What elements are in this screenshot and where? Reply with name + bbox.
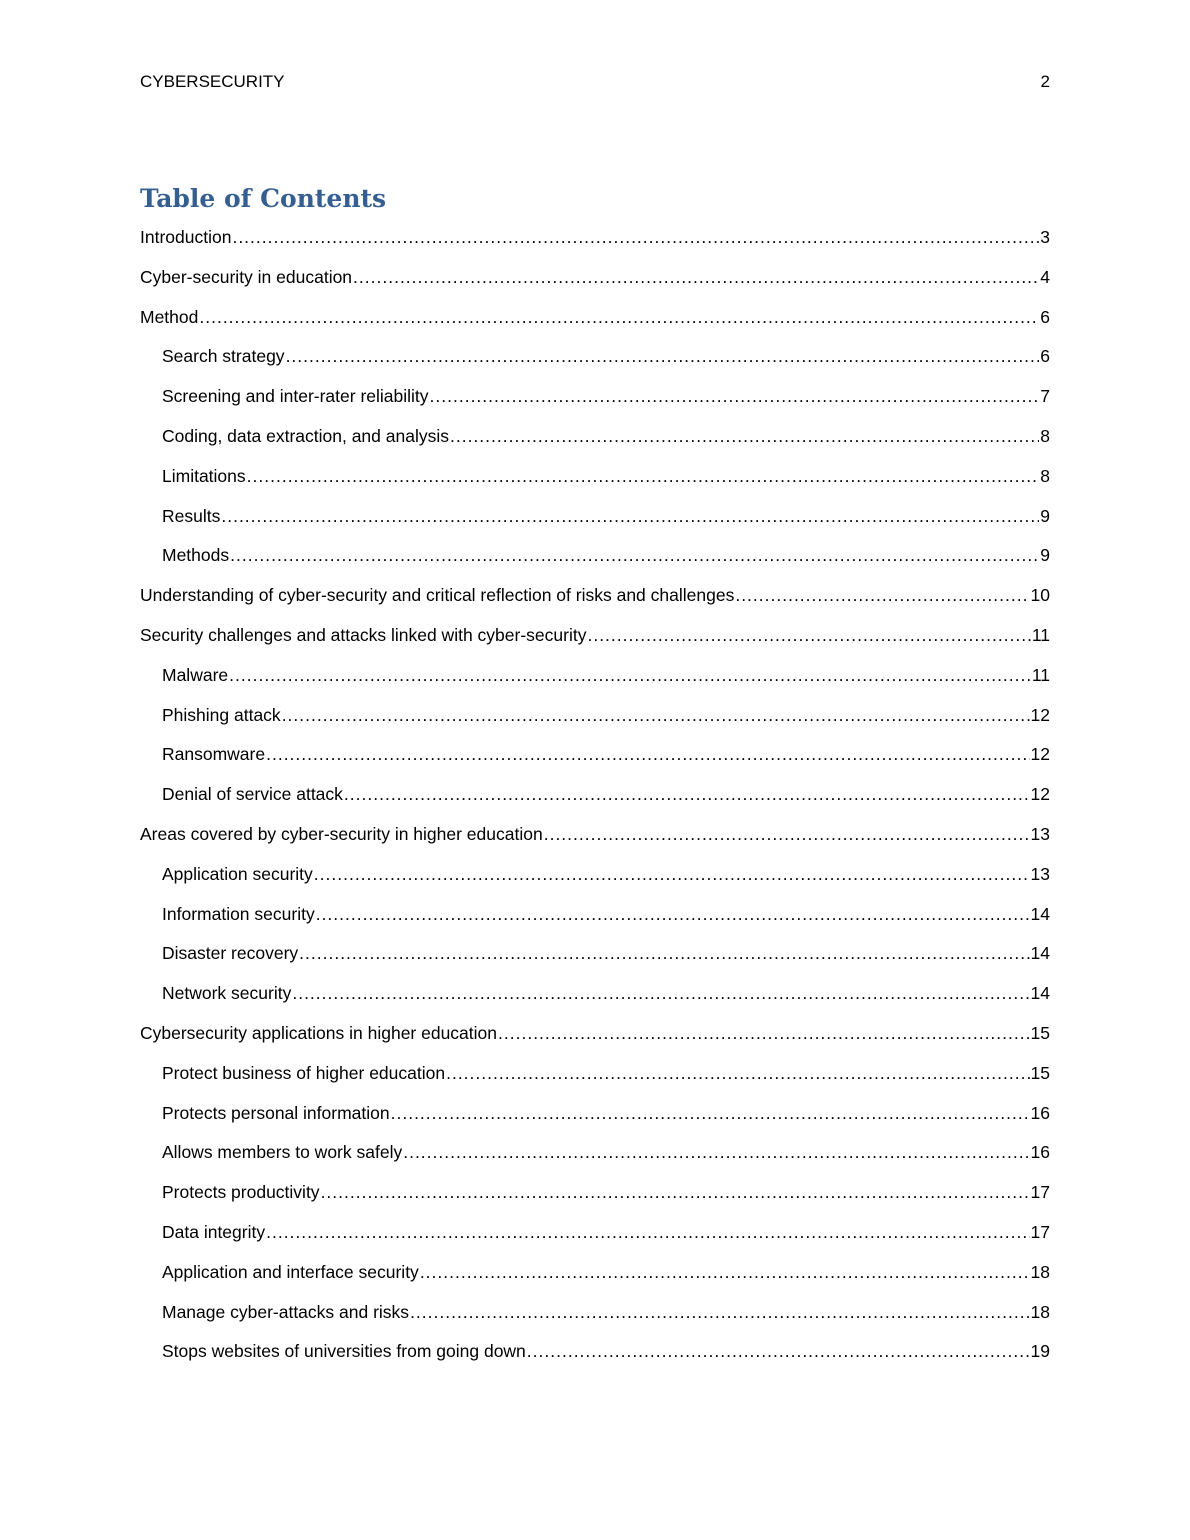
toc-entry-method[interactable]	[140, 304, 1050, 344]
toc-entry-page: 14	[1030, 943, 1050, 964]
dot-leader	[420, 1259, 1030, 1285]
toc-entry-page: 4	[1040, 266, 1050, 287]
dot-leader	[247, 463, 1040, 489]
toc-entry-interface-security[interactable]	[140, 1259, 1050, 1299]
dot-leader	[446, 1060, 1029, 1086]
toc-entry-page: 17	[1030, 1221, 1050, 1242]
toc-entry-page: 14	[1030, 903, 1050, 924]
toc-entry-areas-covered[interactable]	[140, 821, 1050, 861]
toc-entry-manage-cyber-attacks[interactable]	[140, 1299, 1050, 1339]
dot-leader	[450, 423, 1039, 449]
toc-entry-introduction[interactable]	[140, 224, 1050, 264]
toc-entry-text: Network security	[162, 983, 292, 1004]
toc-entry-page: 17	[1030, 1182, 1050, 1203]
toc-entry-text: Cybersecurity applications in higher education	[140, 1022, 498, 1043]
toc-entry-page: 8	[1040, 465, 1050, 486]
toc-entry-data-integrity[interactable]	[140, 1219, 1050, 1259]
toc-title: Table of Contents	[140, 184, 387, 213]
toc-entry-network-security[interactable]	[140, 980, 1050, 1020]
toc-entry-protect-business[interactable]	[140, 1060, 1050, 1100]
toc-entry-work-safely[interactable]	[140, 1139, 1050, 1179]
toc-entry-page: 7	[1040, 386, 1050, 407]
toc-entry-page: 16	[1030, 1142, 1050, 1163]
toc-entry-text: Phishing attack	[162, 704, 281, 725]
running-title: CYBERSECURITY	[140, 72, 285, 91]
toc-entry-text: Methods	[162, 545, 230, 566]
dot-leader	[299, 940, 1029, 966]
toc-entry-page: 13	[1030, 823, 1050, 844]
toc-entry-page: 6	[1040, 306, 1050, 327]
toc-entry-page: 9	[1040, 505, 1050, 526]
dot-leader	[316, 901, 1030, 927]
toc-entry-text: Method	[140, 306, 199, 327]
dot-leader	[403, 1139, 1029, 1165]
toc-entry-page: 18	[1030, 1301, 1050, 1322]
toc-entry-text: Cyber-security in education	[140, 266, 353, 287]
toc-entry-page: 11	[1031, 664, 1050, 685]
dot-leader	[282, 702, 1030, 728]
toc-entry-text: Limitations	[162, 465, 246, 486]
toc-entry-text: Data integrity	[162, 1221, 266, 1242]
toc-entry-page: 8	[1040, 425, 1050, 446]
toc-entry-text: Application and interface security	[162, 1261, 419, 1282]
toc-entry-text: Denial of service attack	[162, 784, 343, 805]
toc-entry-protects-personal-information[interactable]	[140, 1100, 1050, 1140]
toc-entry-text: Protects productivity	[162, 1182, 320, 1203]
toc-entry-cyber-security-in-education[interactable]	[140, 264, 1050, 304]
dot-leader	[353, 264, 1039, 290]
toc-entry-page: 11	[1031, 624, 1050, 645]
toc-entry-text: Understanding of cyber-security and critical reflection of risks and challenges	[140, 585, 735, 606]
toc-entry-understanding[interactable]	[140, 582, 1050, 622]
dot-leader	[266, 1219, 1029, 1245]
toc-entry-phishing[interactable]	[140, 702, 1050, 742]
toc-entry-cybersecurity-applications[interactable]	[140, 1020, 1050, 1060]
dot-leader	[544, 821, 1030, 847]
toc-entry-page: 10	[1030, 585, 1050, 606]
toc-entry-text: Manage cyber-attacks and risks	[162, 1301, 410, 1322]
toc-entry-text: Allows members to work safely	[162, 1142, 403, 1163]
toc-entry-protects-productivity[interactable]	[140, 1179, 1050, 1219]
toc-entry-text: Areas covered by cyber-security in higher education	[140, 823, 543, 844]
toc-entry-page: 15	[1030, 1022, 1050, 1043]
page-header	[140, 72, 1050, 92]
table-of-contents	[140, 224, 1050, 1378]
toc-entry-page: 13	[1030, 863, 1050, 884]
toc-entry-information-security[interactable]	[140, 901, 1050, 941]
toc-entry-text: Protect business of higher education	[162, 1062, 446, 1083]
toc-entry-text: Stops websites of universities from going down	[162, 1341, 526, 1362]
toc-entry-search-strategy[interactable]	[140, 343, 1050, 383]
dot-leader	[587, 622, 1030, 648]
dot-leader	[266, 741, 1029, 767]
toc-entry-page: 18	[1030, 1261, 1050, 1282]
toc-entry-security-challenges[interactable]	[140, 622, 1050, 662]
toc-entry-page: 6	[1040, 346, 1050, 367]
toc-entry-screening[interactable]	[140, 383, 1050, 423]
toc-entry-application-security[interactable]	[140, 861, 1050, 901]
dot-leader	[232, 224, 1039, 250]
dot-leader	[735, 582, 1029, 608]
toc-entry-text: Information security	[162, 903, 315, 924]
dot-leader	[221, 503, 1039, 529]
toc-entry-page: 16	[1030, 1102, 1050, 1123]
toc-entry-text: Malware	[162, 664, 229, 685]
dot-leader	[527, 1338, 1030, 1364]
dot-leader	[321, 1179, 1030, 1205]
dot-leader	[230, 542, 1039, 568]
toc-entry-page: 12	[1030, 784, 1050, 805]
dot-leader	[314, 861, 1030, 887]
toc-entry-text: Results	[162, 505, 221, 526]
toc-entry-disaster-recovery[interactable]	[140, 940, 1050, 980]
toc-entry-stops-websites-going-down[interactable]	[140, 1338, 1050, 1378]
dot-leader	[430, 383, 1040, 409]
toc-entry-page: 14	[1030, 983, 1050, 1004]
toc-entry-page: 12	[1030, 704, 1050, 725]
dot-leader	[229, 662, 1031, 688]
dot-leader	[286, 343, 1040, 369]
dot-leader	[391, 1100, 1030, 1126]
toc-entry-text: Security challenges and attacks linked with cyber-security	[140, 624, 587, 645]
toc-entry-text: Application security	[162, 863, 313, 884]
dot-leader	[498, 1020, 1030, 1046]
dot-leader	[199, 304, 1039, 330]
toc-entry-page: 19	[1030, 1341, 1050, 1362]
toc-entry-text: Protects personal information	[162, 1102, 390, 1123]
toc-entry-text: Introduction	[140, 227, 232, 247]
dot-leader	[344, 781, 1030, 807]
toc-entry-text: Screening and inter-rater reliability	[162, 386, 429, 407]
toc-entry-coding[interactable]	[140, 423, 1050, 463]
toc-entry-text: Search strategy	[162, 346, 285, 367]
toc-entry-page: 9	[1040, 545, 1050, 566]
page-number: 2	[1040, 72, 1050, 91]
toc-entry-methods[interactable]	[140, 542, 1050, 582]
toc-entry-malware[interactable]	[140, 662, 1050, 702]
toc-entry-text: Disaster recovery	[162, 943, 299, 964]
toc-entry-text: Ransomware	[162, 744, 266, 765]
dot-leader	[410, 1299, 1029, 1325]
dot-leader	[292, 980, 1029, 1006]
toc-entry-limitations[interactable]	[140, 463, 1050, 503]
toc-entry-page: 15	[1030, 1062, 1050, 1083]
toc-entry-page: 3	[1040, 227, 1050, 247]
toc-entry-denial-of-service[interactable]	[140, 781, 1050, 821]
toc-entry-results[interactable]	[140, 503, 1050, 543]
toc-entry-text: Coding, data extraction, and analysis	[162, 425, 449, 446]
toc-entry-page: 12	[1030, 744, 1050, 765]
toc-entry-ransomware[interactable]	[140, 741, 1050, 781]
